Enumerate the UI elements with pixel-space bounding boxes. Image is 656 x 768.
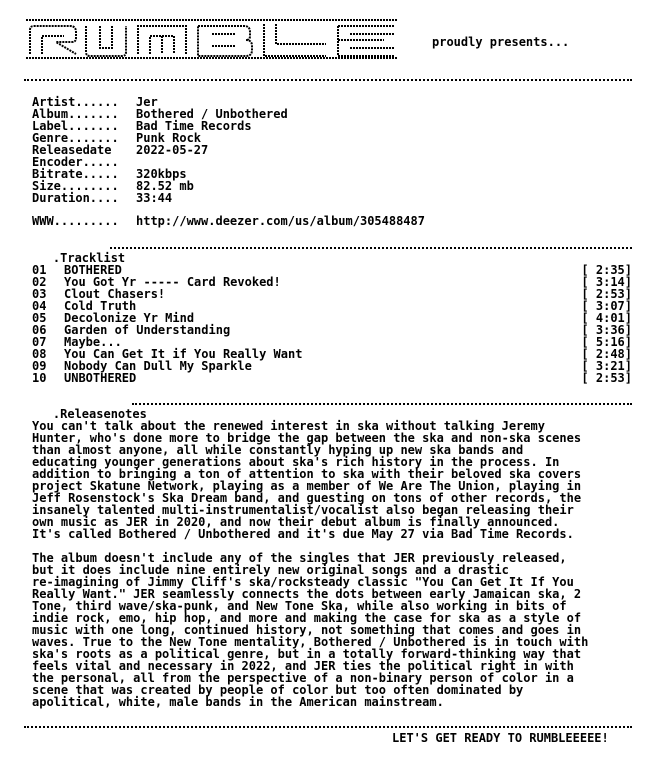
track-title: You Got Yr ----- Card Revoked!: [64, 275, 281, 289]
track-duration: [ 2:35]: [581, 263, 632, 277]
releasenotes-line: It's called Bothered / Unbothered and it's due May 27 via Bad Time Records.: [32, 527, 574, 541]
releasenotes-line: The album doesn't include any of the singles that JER previously released,: [32, 551, 567, 565]
releasenotes-line: You can't talk about the renewed interest in ska without talking Jeremy: [32, 419, 545, 433]
track-number: 06: [32, 323, 47, 337]
info-label: Bitrate.....: [32, 167, 119, 181]
releasenotes-line: Really Want." JER seamlessly connects the dots between early Jamaican ska, 2: [32, 587, 582, 601]
proudly-presents: proudly presents...: [432, 35, 570, 49]
track-duration: [ 3:07]: [581, 299, 632, 313]
track-number: 10: [32, 371, 47, 385]
track-number: 03: [32, 287, 47, 301]
track-title: Nobody Can Dull My Sparkle: [64, 359, 252, 373]
www-link[interactable]: http://www.deezer.com/us/album/305488487: [136, 214, 425, 228]
track-number: 01: [32, 263, 47, 277]
www-label: WWW.........: [32, 214, 119, 228]
info-value: Jer: [136, 95, 158, 109]
releasenotes-line: waves. True to the New Tone mentality, Bothered / Unbothered is in touch with: [32, 635, 589, 649]
track-title: BOTHERED: [64, 263, 122, 277]
info-label: Artist......: [32, 95, 119, 109]
footer-text: LET'S GET READY TO RUMBLEEEEE!: [392, 731, 609, 745]
releasenotes-line: scene that was created by people of color but too often dominated by: [32, 683, 524, 697]
releasenotes-dotted-rule: [132, 403, 632, 405]
track-number: 05: [32, 311, 47, 325]
info-value: Bothered / Unbothered: [136, 107, 288, 121]
info-value: 2022-05-27: [136, 143, 209, 157]
releasenotes-line: music with one long, continued history, not something that comes and goes in: [32, 623, 582, 637]
track-duration: [ 5:16]: [581, 335, 632, 349]
releasenotes-line: than almost anyone, all while constantly hyping up new ska bands and: [32, 443, 524, 457]
info-label: Duration....: [32, 191, 119, 205]
releasenotes-paragraph-2: [32, 552, 642, 708]
track-duration: [ 2:53]: [581, 287, 632, 301]
track-duration: [ 3:36]: [581, 323, 632, 337]
releasenotes-line: the personal, all from the perspective of a non-binary person of color in a: [32, 671, 574, 685]
track-duration: [ 4:01]: [581, 311, 632, 325]
track-duration: [ 3:14]: [581, 275, 632, 289]
info-value: 82.52 mb: [136, 179, 194, 193]
info-value: Bad Time Records: [136, 119, 252, 133]
track-duration: [ 2:53]: [581, 371, 632, 385]
info-label: Encoder.....: [32, 155, 119, 169]
track-title: You Can Get It if You Really Want: [64, 347, 303, 361]
track-row: [32, 324, 632, 336]
releasenotes-line: but it does include nine entirely new original songs and a drastic: [32, 563, 509, 577]
track-number: 08: [32, 347, 47, 361]
info-value: Punk Rock: [136, 131, 202, 145]
info-label: Genre.......: [32, 131, 119, 145]
releasenotes-line: indie rock, emo, hip hop, and more and making the case for ska as a style of: [32, 611, 582, 625]
tracklist-heading: .Tracklist: [52, 251, 126, 265]
info-label: Label.......: [32, 119, 119, 133]
info-label: Size........: [32, 179, 119, 193]
track-number: 09: [32, 359, 47, 373]
track-title: Garden of Understanding: [64, 323, 231, 337]
releasenotes-line: re-imagining of Jimmy Cliff's ska/rocksteady classic "You Can Get It If You: [32, 575, 574, 589]
track-title: Maybe...: [64, 335, 122, 349]
track-number: 07: [32, 335, 47, 349]
track-title: Clout Chasers!: [64, 287, 166, 301]
releasenotes-line: own music as JER in 2020, and now their debut album is finally announced.: [32, 515, 560, 529]
info-value: 320kbps: [136, 167, 187, 181]
separator: [24, 726, 632, 728]
info-label: Album.......: [32, 107, 119, 121]
releasenotes-line: apolitical, white, male bands in the American mainstream.: [32, 695, 444, 709]
tracklist-dotted-rule: [110, 247, 632, 249]
track-title: Decolonize Yr Mind: [64, 311, 195, 325]
releasenotes-line: feels vital and necessary in 2022, and JER ties the political right in with: [32, 659, 574, 673]
info-value: 33:44: [136, 191, 173, 205]
rumble-logo: [26, 18, 398, 60]
releasenotes-line: Hunter, who's done more to bridge the gap between the ska and non-ska scenes: [32, 431, 582, 445]
releasenotes-line: addition to bringing a ton of attention to ska with their beloved ska covers: [32, 467, 582, 481]
track-duration: [ 2:48]: [581, 347, 632, 361]
track-title: UNBOTHERED: [64, 371, 137, 385]
track-duration: [ 3:21]: [581, 359, 632, 373]
releasenotes-line: educating younger generations about ska's rich history in the process. In: [32, 455, 560, 469]
track-number: 02: [32, 275, 47, 289]
releasenotes-line: ska's roots as a political genre, but in a totally forward-thinking way that: [32, 647, 582, 661]
releasenotes-line: Tone, third wave/ska-punk, and New Tone Ska, while also working in bits of: [32, 599, 567, 613]
track-row: [32, 372, 632, 384]
separator: [24, 79, 632, 81]
releasenotes-line: insanely talented multi-instrumentalist/vocalist also began releasing their: [32, 503, 574, 517]
track-number: 04: [32, 299, 47, 313]
releasenotes-line: project Skatune Network, playing as a member of We Are The Union, playing in: [32, 479, 582, 493]
info-label: Releasedate: [32, 143, 112, 157]
releasenotes-paragraph-1: [32, 420, 642, 540]
releasenotes-line: Jeff Rosenstock's Ska Dream band, and guesting on tons of other records, the: [32, 491, 582, 505]
releasenotes-heading: .Releasenotes: [52, 407, 147, 421]
track-title: Cold Truth: [64, 299, 137, 313]
